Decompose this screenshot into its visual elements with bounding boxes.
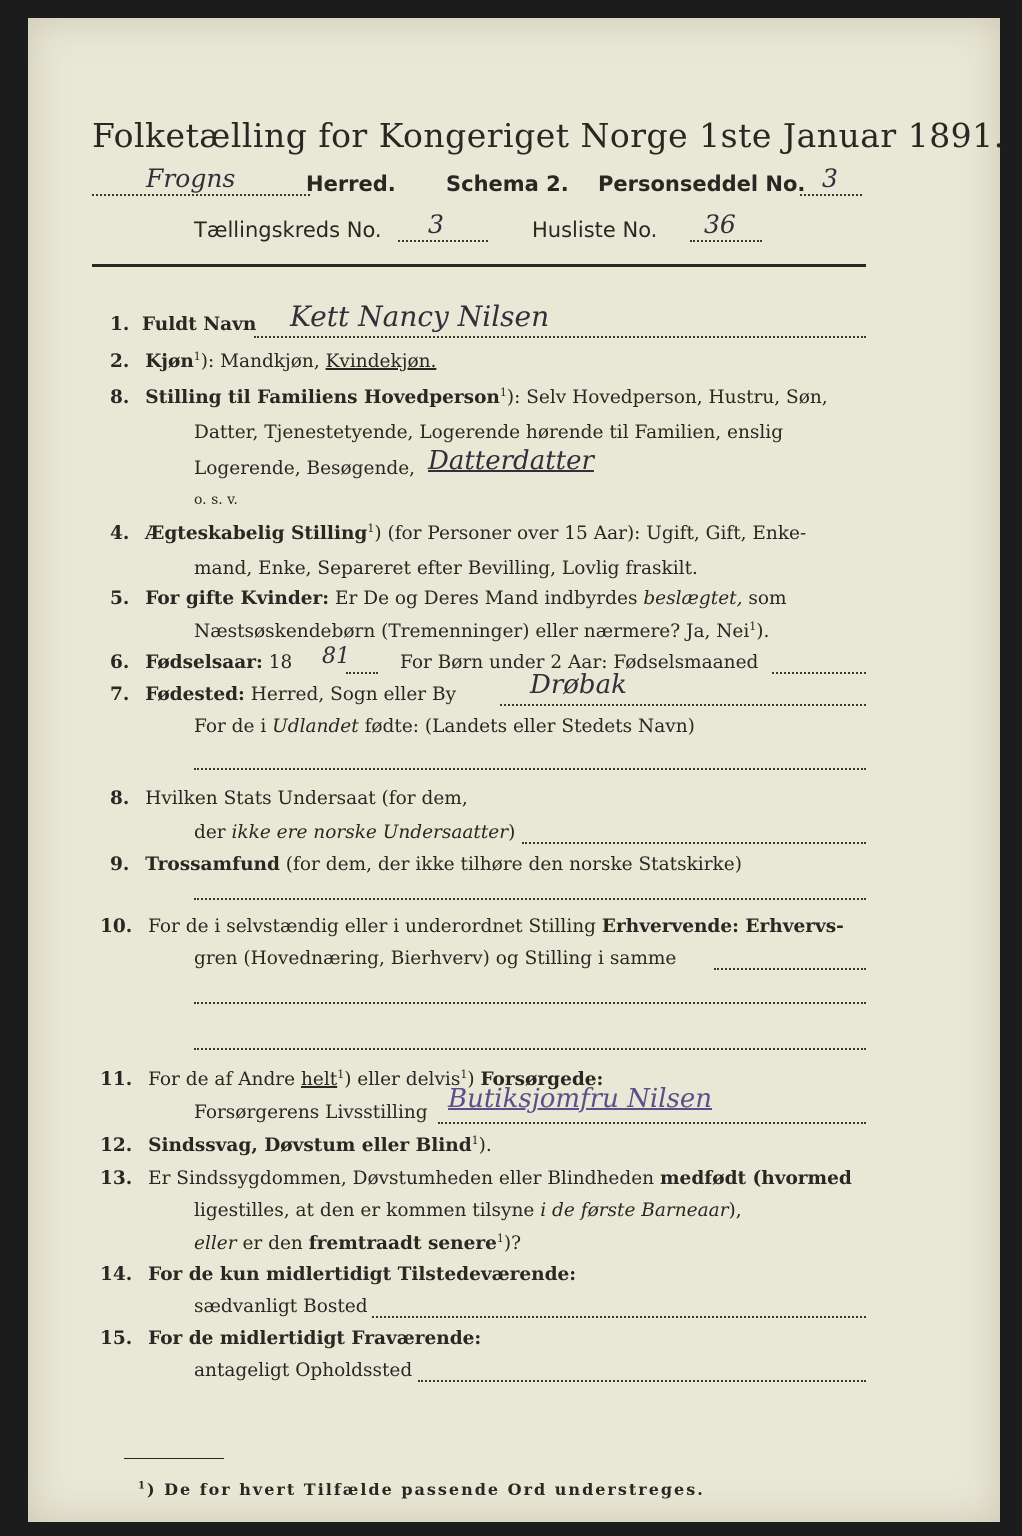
- q11-value: Butiksjomfru Nilsen: [448, 1084, 712, 1114]
- q11-line2: Forsørgerens Livsstilling: [194, 1102, 428, 1123]
- q6-label: Fødselsaar:: [145, 652, 263, 673]
- q13-line3d: )?: [503, 1233, 522, 1255]
- census-form-page: [28, 18, 1005, 1522]
- q11-footnote-mark-2: 1: [460, 1068, 468, 1081]
- q11-line1e: Forsørgede:: [480, 1069, 604, 1091]
- q6-century-prefix: 18: [268, 652, 293, 673]
- q13-line3c: fremtraadt senere: [308, 1233, 497, 1255]
- q5-footnote-mark: 1: [749, 620, 757, 633]
- q3-line4: o. s. v.: [194, 492, 238, 508]
- q6-number: 6.: [110, 652, 130, 673]
- q5-line1c: som: [742, 588, 787, 609]
- q14-line2: sædvanligt Bosted: [194, 1296, 368, 1317]
- herred-value: Frogns: [146, 164, 236, 193]
- q8-line2-italic: ikke ere norske Undersaatter: [231, 822, 509, 843]
- q4-line1: ) (for Personer over 15 Aar): Ugift, Gift, Enke-: [374, 523, 807, 545]
- personseddel-label: Personseddel No.: [598, 172, 806, 196]
- q2-number: 2.: [110, 351, 130, 373]
- q15-line: [418, 1380, 866, 1382]
- q11-line1a: For de af Andre: [148, 1069, 301, 1091]
- q7-value: Drøbak: [530, 670, 627, 700]
- taellingskreds-dotted-line: [398, 240, 488, 242]
- q13-line2-italic: i de første Barneaar: [540, 1200, 729, 1221]
- q2-label: Kjøn: [145, 351, 194, 373]
- q5-label: For gifte Kvinder:: [145, 588, 330, 609]
- q6-year-line: [346, 672, 378, 674]
- personseddel-value: 3: [822, 164, 838, 193]
- q5-line1-beslaegtet: beslægtet,: [643, 588, 743, 609]
- q8-line2c: ): [508, 822, 516, 843]
- q11-line1d: ): [467, 1069, 481, 1091]
- q13-line2c: ),: [728, 1200, 742, 1221]
- q4-footnote-mark: 1: [367, 522, 375, 535]
- q12-number: 12.: [100, 1135, 133, 1157]
- q11-number: 11.: [100, 1069, 133, 1091]
- q3-label: Stilling til Familiens Hovedperson: [145, 387, 500, 409]
- q7-line2-udlandet: Udlandet: [272, 716, 359, 737]
- q14-label: For de kun midlertidigt Tilstedeværende:: [148, 1264, 577, 1285]
- schema-label: Schema 2.: [446, 172, 569, 196]
- q7-line: [500, 704, 866, 706]
- q10-line1b: Erhvervende: Erhvervs-: [601, 916, 844, 937]
- q1-number: 1.: [110, 314, 130, 335]
- q2-option-kvindekjon-underlined: Kvindekjøn.: [325, 351, 437, 373]
- herred-dotted-line: [92, 194, 310, 196]
- q2-footnote-mark: 1: [193, 350, 201, 363]
- q10-line1a: For de i selvstændig eller i underordnet Stilling: [148, 916, 602, 937]
- q1-value: Kett Nancy Nilsen: [290, 300, 550, 333]
- footnote-text: ) De for hvert Tilfælde passende Ord understreges.: [146, 1480, 705, 1499]
- q3-line2: Datter, Tjenestetyende, Logerende hørende til Familien, enslig: [194, 422, 784, 443]
- herred-label: Herred.: [306, 172, 396, 196]
- husliste-label: Husliste No.: [532, 218, 658, 242]
- q8-number: 8.: [110, 788, 130, 809]
- q4-line2: mand, Enke, Separeret efter Bevilling, Lovlig fraskilt.: [194, 558, 698, 579]
- q10-line2: gren (Hovednæring, Bierhverv) og Stilling i samme: [194, 948, 677, 969]
- q7-line2a: For de i: [194, 716, 273, 737]
- q11-footnote-mark-1: 1: [337, 1068, 345, 1081]
- q8-line2a: der: [194, 822, 232, 843]
- q1-line: [254, 336, 866, 338]
- q5-line2: Næstsøskendebørn (Tremenninger) eller nærmere? Ja, Nei: [194, 621, 750, 643]
- q4-number: 4.: [110, 523, 130, 545]
- q9-label: Trossamfund: [145, 854, 280, 875]
- footnote-rule: [124, 1458, 224, 1459]
- q15-line2: antageligt Opholdssted: [194, 1360, 413, 1381]
- q13-line2a: ligestilles, at den er kommen tilsyne: [194, 1200, 541, 1221]
- q14-number: 14.: [100, 1264, 133, 1285]
- q6-month-line: [772, 672, 866, 674]
- q8-line: [522, 842, 866, 844]
- taellingskreds-label: Tællingskreds No.: [194, 218, 382, 242]
- q3-line1: ): Selv Hovedperson, Hustru, Søn,: [506, 387, 828, 409]
- q7-number: 7.: [110, 684, 130, 705]
- q1-label: Fuldt Navn: [142, 314, 257, 335]
- header-divider: [92, 264, 866, 267]
- q13-footnote-mark: 1: [496, 1232, 504, 1245]
- form-title: Folketælling for Kongeriget Norge 1ste Januar 1891.: [92, 116, 1005, 155]
- q10-number: 10.: [100, 916, 133, 937]
- taellingskreds-value: 3: [428, 210, 444, 239]
- q13-line1b: medfødt (hvormed: [659, 1168, 852, 1189]
- q15-label: For de midlertidigt Fraværende:: [148, 1328, 482, 1349]
- q11-line: [438, 1122, 866, 1124]
- q10-line: [714, 968, 866, 970]
- q6-value: 81: [322, 644, 350, 669]
- q4-label: Ægteskabelig Stilling: [145, 523, 368, 545]
- q3-line3: Logerende, Besøgende,: [194, 458, 416, 479]
- husliste-value: 36: [704, 210, 736, 239]
- q3-value: Datterdatter: [428, 446, 594, 476]
- q7-label: Fødested:: [145, 684, 245, 705]
- personseddel-dotted-line: [800, 194, 862, 196]
- q2-option-mandkjon: ): Mandkjøn,: [200, 351, 326, 373]
- q12-footnote-mark: 1: [471, 1134, 479, 1147]
- q10-extra-line-1: [194, 1002, 866, 1004]
- q5-number: 5.: [110, 588, 130, 609]
- q8-line1: (for dem,: [375, 788, 468, 809]
- q11-helt-underlined: helt: [300, 1069, 338, 1091]
- q12-end: ).: [478, 1135, 492, 1157]
- q7-extra-line: [194, 768, 866, 770]
- q10-extra-line-2: [194, 1048, 866, 1050]
- q3-footnote-mark: 1: [499, 386, 507, 399]
- q5-line1a: Er De og Deres Mand indbyrdes: [335, 588, 644, 609]
- q13-line1a: Er Sindssygdommen, Døvstumheden eller Blindheden: [148, 1168, 660, 1189]
- q13-line3-eller: eller: [194, 1233, 237, 1255]
- q6-line2: For Børn under 2 Aar: Fødselsmaaned: [400, 652, 759, 673]
- q5-line2-end: ).: [756, 621, 770, 643]
- q14-line: [372, 1316, 866, 1318]
- q9-line: [194, 898, 866, 900]
- q13-number: 13.: [100, 1168, 133, 1189]
- q11-line1c: ) eller delvis: [344, 1069, 461, 1091]
- q7-line2c: fødte: (Landets eller Stedets Navn): [358, 716, 695, 737]
- husliste-dotted-line: [690, 240, 762, 242]
- q13-line3b: er den: [236, 1233, 309, 1255]
- q9-number: 9.: [110, 854, 130, 875]
- q12-label: Sindssvag, Døvstum eller Blind: [148, 1135, 472, 1157]
- q9-line1: (for dem, der ikke tilhøre den norske Statskirke): [279, 854, 742, 875]
- q7-text: Herred, Sogn eller By: [250, 684, 457, 705]
- footnote-mark: 1: [138, 1480, 147, 1492]
- q8-label: Hvilken Stats Undersaat: [145, 788, 376, 809]
- q15-number: 15.: [100, 1328, 133, 1349]
- q3-number: 8.: [110, 387, 130, 409]
